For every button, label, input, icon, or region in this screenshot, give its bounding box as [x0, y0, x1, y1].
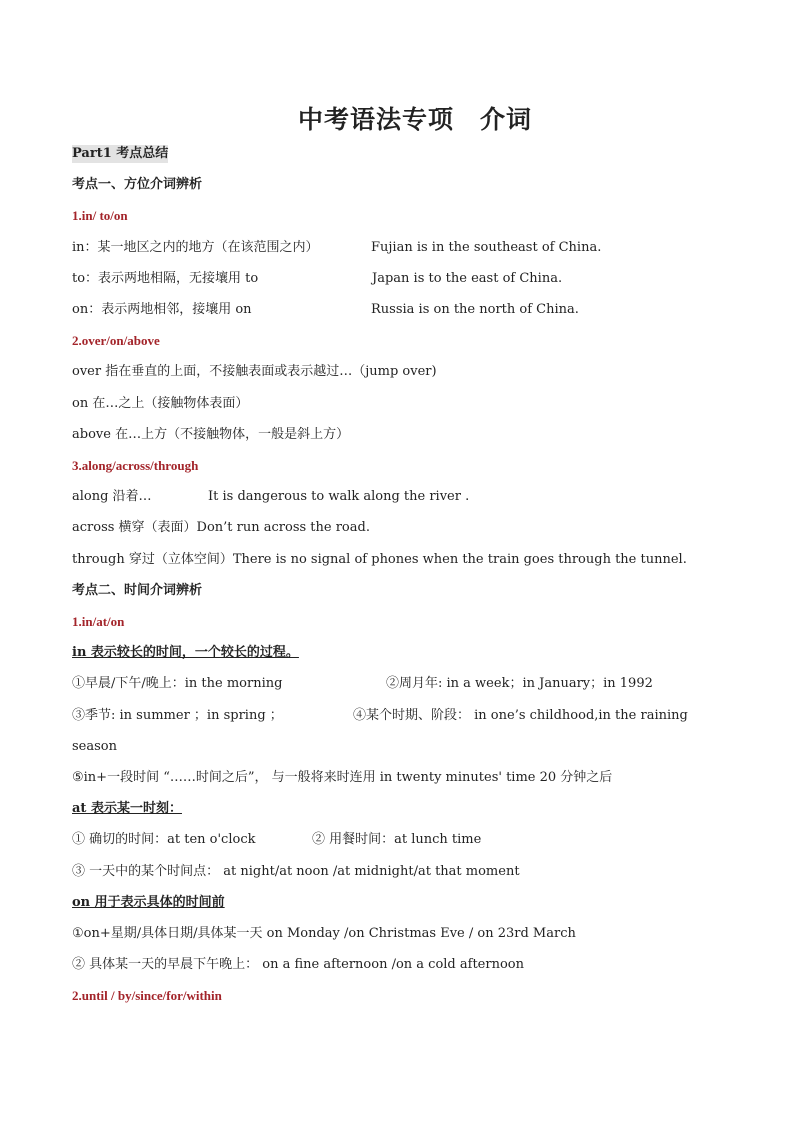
in-usage-row-2-cont: season — [72, 739, 117, 754]
in-usage-row-2 — [72, 707, 688, 725]
on-usage-row-2: ② 具体某一天的早晨下午晚上： on a fine afternoon /on a cold afternoon — [72, 957, 524, 972]
section-heading-1: 考点一、方位介词辨析 — [72, 177, 203, 192]
in-usage-item-1: ①早晨/下午/晚上：in the morning — [72, 676, 283, 691]
part-heading: Part1 考点总结 — [72, 146, 169, 161]
at-usage-row-1 — [72, 831, 482, 849]
page-title: 中考语法专项 介词 — [297, 105, 532, 134]
on-rule-example: Russia is on the north of China. — [371, 302, 579, 317]
subheading-over-on-above: 2.over/on/above — [72, 333, 160, 348]
in-usage-item-3: ③季节: in summer ；in spring ； — [72, 708, 283, 723]
along-rule-line — [72, 488, 470, 506]
at-usage-item-2: ② 用餐时间：at lunch time — [312, 832, 482, 847]
section-heading-2: 考点二、时间介词辨析 — [72, 583, 203, 598]
subheading-in-to-on: 1.in/ to/on — [72, 208, 128, 223]
on-usage-row-1: ①on+星期/具体日期/具体某一天 on Monday /on Christmas Eve / on 23rd March — [72, 926, 576, 941]
along-rule-text: along 沿着… — [72, 489, 152, 504]
to-rule-text: to：表示两地相隔，无接壤用 to — [72, 271, 259, 286]
in-rule-example: Fujian is in the southeast of China. — [371, 240, 602, 255]
over-rule: over 指在垂直的上面，不接触表面或表示越过…（jump over) — [72, 364, 437, 379]
at-usage-item-1: ① 确切的时间：at ten o'clock — [72, 832, 256, 847]
through-rule: through 穿过（立体空间）There is no signal of phones when the train goes through the tunnel. — [72, 552, 687, 567]
in-usage-row-1 — [72, 675, 653, 693]
on-rule-text: on：表示两地相邻，接壤用 on — [72, 302, 252, 317]
in-rule-text: in：某一地区之内的地方（在该范围之内） — [72, 240, 319, 255]
on-rule-line — [72, 301, 579, 319]
in-usage-item-4: ④某个时期、阶段： in one’s childhood,in the raining — [353, 708, 688, 723]
at-usage-heading: at 表示某一时刻： — [72, 801, 182, 816]
subheading-in-at-on: 1.in/at/on — [72, 614, 125, 629]
in-rule-line — [72, 239, 602, 257]
above-rule: above 在…上方（不接触物体，一般是斜上方） — [72, 427, 350, 442]
across-rule: across 横穿（表面）Don’t run across the road. — [72, 520, 370, 535]
in-usage-item-2: ②周月年: in a week；in January；in 1992 — [386, 676, 653, 691]
subheading-until-by-since: 2.until / by/since/for/within — [72, 988, 222, 1003]
on-surface-rule: on 在…之上（接触物体表面） — [72, 396, 249, 411]
at-usage-row-2: ③ 一天中的某个时间点： at night/at noon /at midnight/at that moment — [72, 864, 520, 879]
in-usage-heading: in 表示较长的时间，一个较长的过程。 — [72, 645, 299, 660]
in-usage-row-3: ⑤in+一段时间 “……时间之后”， 与一般将来时连用 in twenty minutes' time 20 分钟之后 — [72, 770, 613, 785]
subheading-along-across-through: 3.along/across/through — [72, 458, 199, 473]
on-usage-heading: on 用于表示具体的时间前 — [72, 895, 225, 910]
along-rule-example: It is dangerous to walk along the river . — [208, 489, 470, 504]
to-rule-line — [72, 270, 563, 288]
to-rule-example: Japan is to the east of China. — [372, 271, 563, 286]
